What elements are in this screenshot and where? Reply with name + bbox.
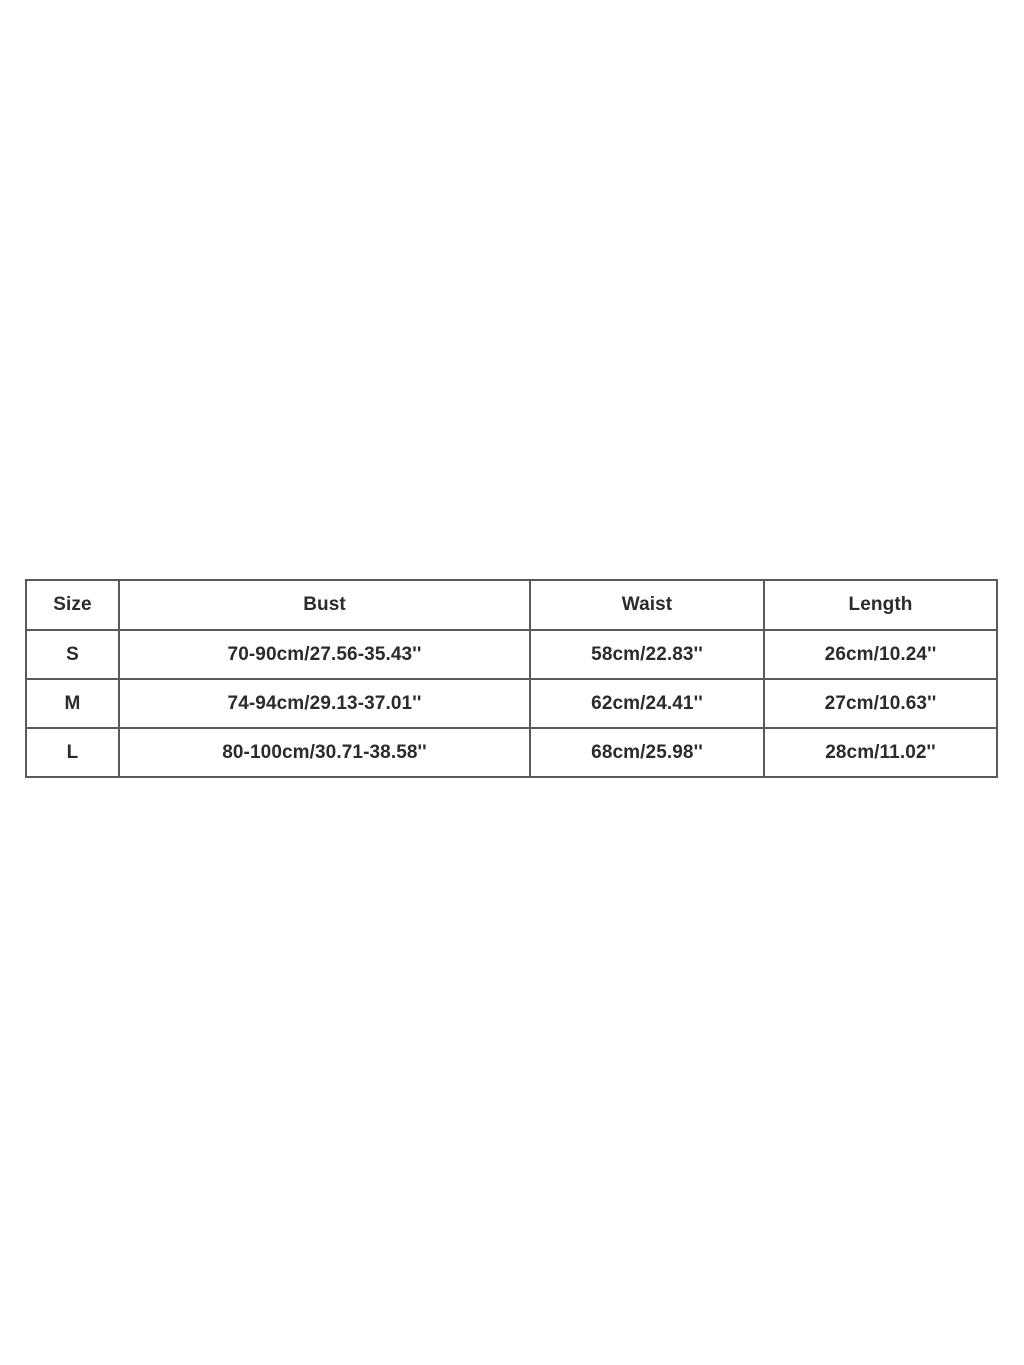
header-size: Size: [26, 580, 119, 630]
cell-size: L: [26, 728, 119, 777]
cell-length: 27cm/10.63'': [764, 679, 997, 728]
cell-waist: 58cm/22.83'': [530, 630, 764, 679]
table-row: [26, 630, 997, 679]
cell-waist: 68cm/25.98'': [530, 728, 764, 777]
cell-length: 28cm/11.02'': [764, 728, 997, 777]
header-waist: Waist: [530, 580, 764, 630]
header-length: Length: [764, 580, 997, 630]
cell-size: M: [26, 679, 119, 728]
cell-bust: 80-100cm/30.71-38.58'': [119, 728, 530, 777]
table-row: [26, 728, 997, 777]
table-header-row: [26, 580, 997, 630]
size-chart-table: [25, 579, 998, 778]
header-bust: Bust: [119, 580, 530, 630]
cell-bust: 70-90cm/27.56-35.43'': [119, 630, 530, 679]
cell-bust: 74-94cm/29.13-37.01'': [119, 679, 530, 728]
table-row: [26, 679, 997, 728]
cell-waist: 62cm/24.41'': [530, 679, 764, 728]
cell-size: S: [26, 630, 119, 679]
cell-length: 26cm/10.24'': [764, 630, 997, 679]
